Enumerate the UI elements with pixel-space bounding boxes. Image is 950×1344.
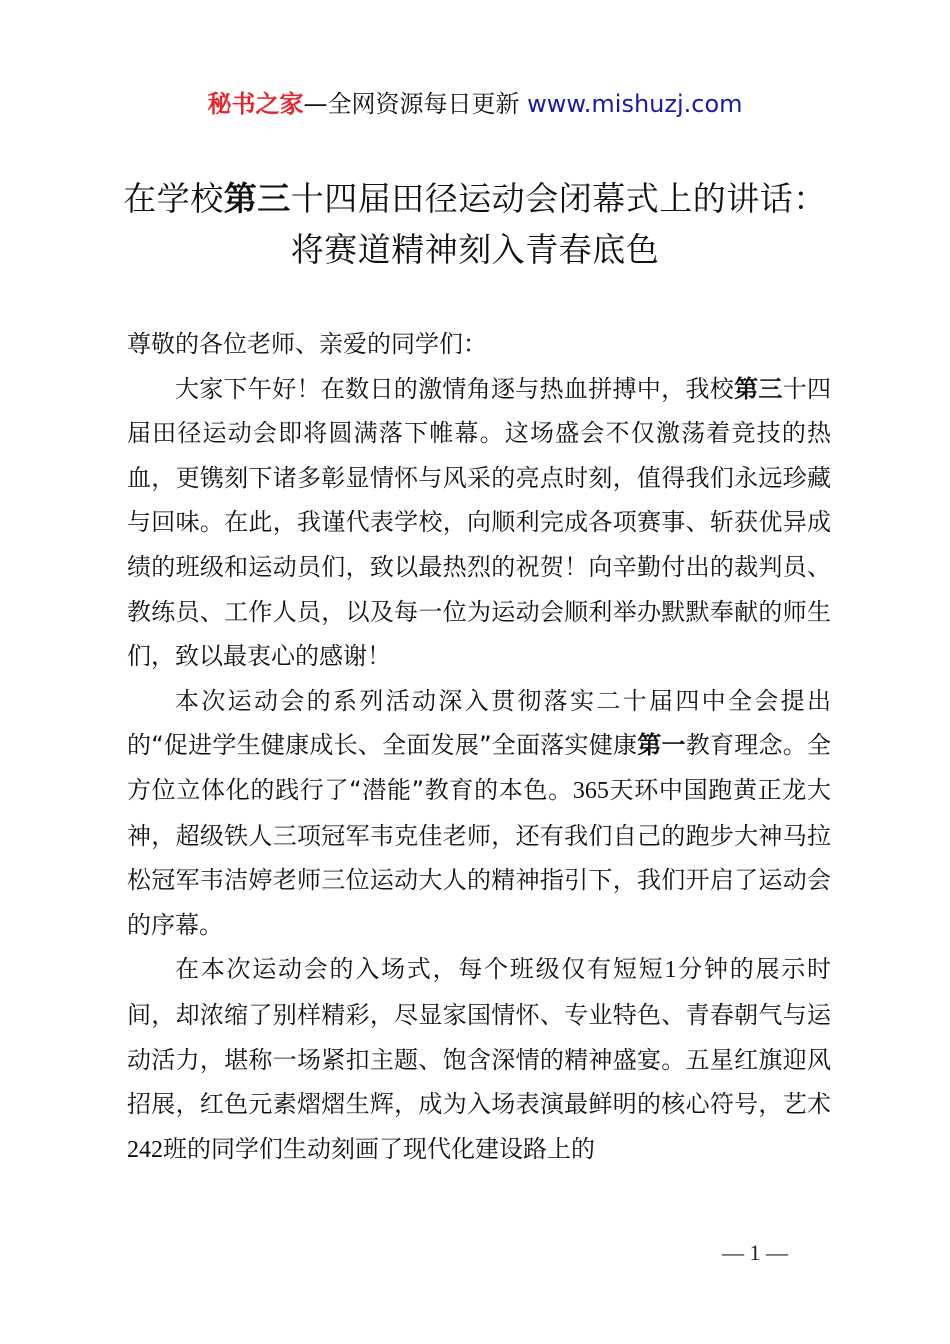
header-tagline: 全网资源每日更新 — [327, 90, 520, 118]
paragraph-text: 班的同学们生动刻画了现代化建设路上的 — [163, 1134, 595, 1163]
paragraph-text: 本次运动会的系列活动深入贯彻落实二十届四中全会提出的“促进学生健康成长、全面发展”全面落实健康 — [127, 686, 831, 760]
title-text: 在学校 — [123, 179, 224, 218]
paragraph-text: 十四届田径运动会即将圆满落下帷幕。这场盛会不仅激荡着竞技的热血，更镌刻下诸多彰显情怀与风采的亮点时刻，值得我们永远珍藏与回味。在此，我谨代表学校，向顺利完成各项赛事、斩获优异成绩的班级和运动员们，致以最热烈的祝贺！向辛勤付出的裁判员、教练员、工作人员，以及每一位为运动会顺利举办默默奉献的师生们，致以最衷心的感谢！ — [127, 374, 832, 671]
paragraph-text: 教育理念。全方位立体化的践行了“潜能”教育的本色。 — [127, 731, 832, 804]
bold-text: 第三 — [734, 374, 783, 403]
page-number: — 1 — — [722, 1240, 788, 1265]
title-line-2: 将赛道精神刻入青春底色 — [290, 230, 660, 269]
paragraph-3 — [127, 947, 831, 1172]
site-url[interactable]: www.mishuzj.com — [527, 90, 743, 118]
paragraph-1 — [127, 367, 831, 679]
paragraph-text: 分钟的展示时间，却浓缩了别样精彩，尽显家国情怀、专业特色、青春朝气与运动活力，堪称一场紧扣主题、饱含深情的精神盛宴。五星红旗迎风招展，红色元素熠熠生辉，成为入场表演最鲜明的核心符号，艺术 — [127, 955, 832, 1119]
number-text: 1 — [664, 957, 677, 984]
number-text: 365 — [572, 777, 609, 804]
document-title — [0, 173, 950, 275]
paragraph-text: 大家下午好！在数日的激情角逐与热血拼搏中，我校 — [175, 374, 735, 403]
number-text: 242 — [127, 1136, 163, 1163]
header-separator: — — [303, 90, 328, 118]
salutation: 尊敬的各位老师、亲爱的同学们： — [127, 330, 487, 358]
paragraph-text: 天环中国跑黄正龙大神，超级铁人三项冠军韦克佳老师，还有我们自己的跑步大神马拉松冠军韦洁婷老师三位运动大人的精神指引下，我们开启了运动会的序幕。 — [127, 775, 831, 939]
title-text: 十四届田径运动会闭幕式上的讲话： — [290, 179, 827, 218]
document-body — [127, 322, 831, 1172]
bold-text: 第一 — [637, 731, 686, 760]
paragraph-2 — [127, 679, 831, 948]
title-line-1 — [0, 173, 950, 224]
title-bold-text: 第三 — [223, 179, 291, 218]
brand-name: 秘书之家 — [207, 90, 304, 118]
site-header — [0, 86, 950, 122]
paragraph-text: 在本次运动会的入场式，每个班级仅有短短 — [175, 955, 665, 984]
